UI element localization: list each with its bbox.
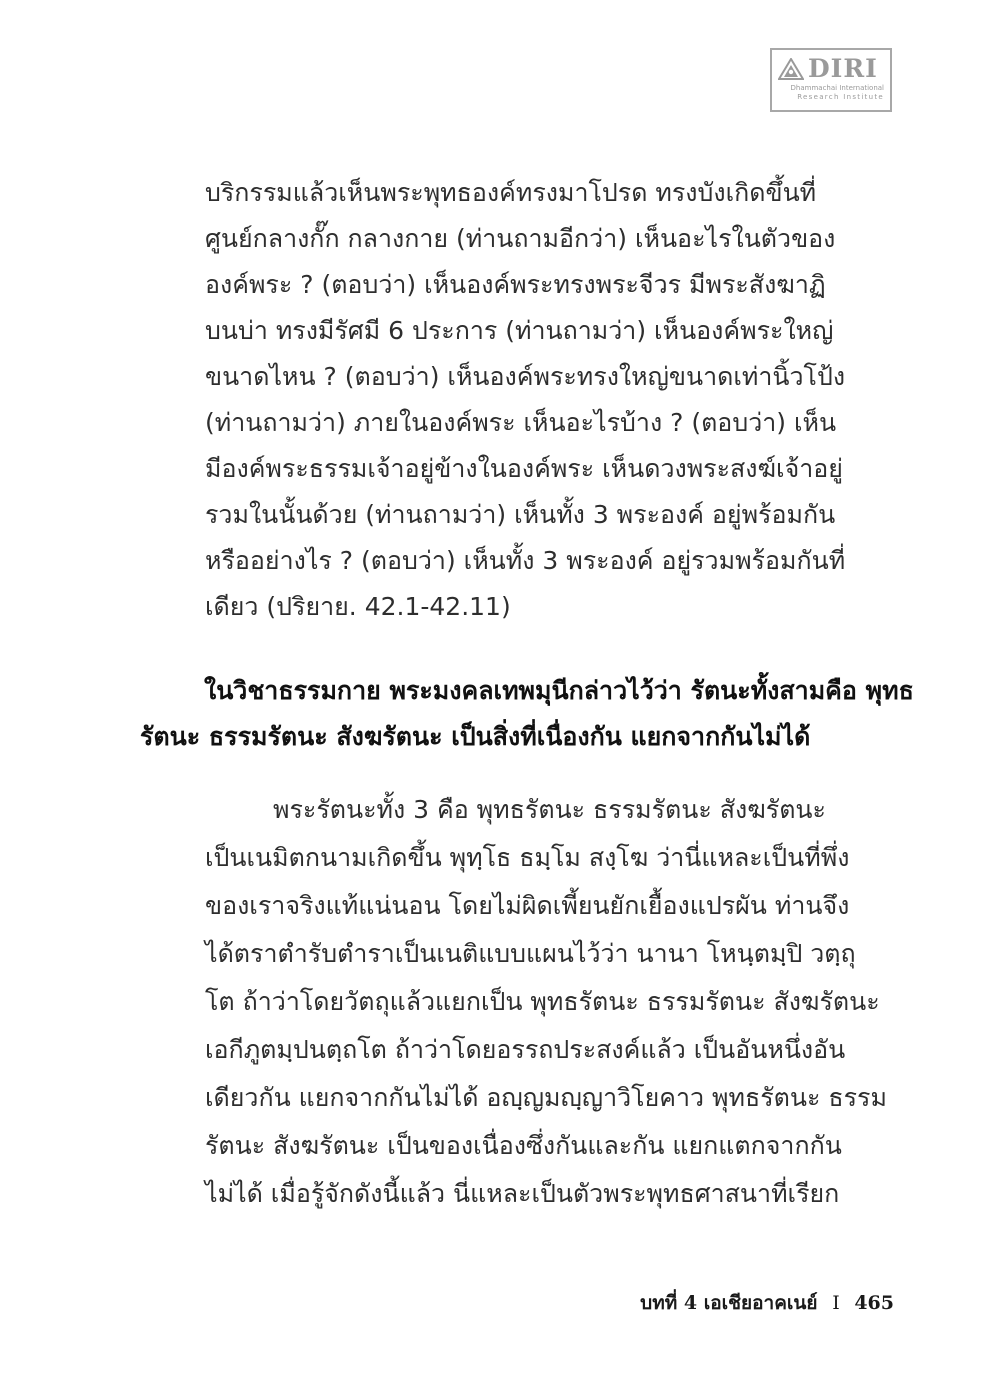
quote-line: (ท่านถามว่า) ภายในองค์พระ เห็นอะไรบ้าง ? (ตอบว่า) เห็น (205, 408, 837, 437)
quote-block (205, 170, 845, 630)
paragraph-line: โต ถ้าว่าโดยวัตถุแล้วแยกเป็น พุทธรัตนะ ธรรมรัตนะ สังฆรัตนะ (205, 987, 880, 1016)
logo-subtitle-line2: Research Institute (797, 93, 884, 101)
quote-line: องค์พระ ? (ตอบว่า) เห็นองค์พระทรงพระจีวร มีพระสังฆาฏิ (205, 270, 826, 299)
diri-logo (770, 48, 892, 112)
page-footer (640, 1288, 894, 1318)
quote-line: มีองค์พระธรรมเจ้าอยู่ข้างในองค์พระ เห็นดวงพระสงฆ์เจ้าอยู่ (205, 454, 843, 483)
page-number: 465 (854, 1292, 894, 1314)
footer-separator: I (832, 1292, 840, 1314)
chapter-title: บทที่ 4 เอเชียอาคเนย์ (640, 1292, 818, 1314)
paragraph-line: เอกีภูตมฺปนตฺถโต ถ้าว่าโดยอรรถประสงค์แล้ว เป็นอันหนึ่งอัน (205, 1035, 846, 1064)
paragraph-line: ของเราจริงแท้แน่นอน โดยไม่ผิดเพี้ยนยักเยื้องแปรผัน ท่านจึง (205, 891, 850, 920)
heading-line: ในวิชาธรรมกาย พระมงคลเทพมุนีกล่าวไว้ว่า รัตนะทั้งสามคือ พุทธ (204, 676, 914, 705)
quote-line: บนบ่า ทรงมีรัศมี 6 ประการ (ท่านถามว่า) เห็นองค์พระใหญ่ (205, 316, 834, 345)
quote-line: รวมในนั้นด้วย (ท่านถามว่า) เห็นทั้ง 3 พระองค์ อยู่พร้อมกัน (205, 500, 836, 529)
quote-line: เดียว (ปริยาย. 42.1-42.11) (205, 592, 511, 621)
paragraph-line: พระรัตนะทั้ง 3 คือ พุทธรัตนะ ธรรมรัตนะ สังฆรัตนะ (273, 795, 826, 824)
paragraph-line: ได้ตราตำรับตำราเป็นเนติแบบแผนไว้ว่า นานา โหนฺตมฺปิ วตฺถุ (205, 939, 856, 968)
quote-line: หรืออย่างไร ? (ตอบว่า) เห็นทั้ง 3 พระองค์ อยู่รวมพร้อมกันที่ (205, 546, 846, 575)
paragraph-line: รัตนะ สังฆรัตนะ เป็นของเนื่องซึ่งกันและกัน แยกแตกจากกัน (205, 1131, 842, 1160)
triangle-emblem-icon (778, 58, 804, 80)
quote-line: ศูนย์กลางกั๊ก กลางกาย (ท่านถามอีกว่า) เห็นอะไรในตัวของ (205, 224, 836, 253)
body-paragraph (205, 786, 887, 1218)
logo-subtitle-line1: Dhammachai International (790, 84, 884, 92)
quote-line: ขนาดไหน ? (ตอบว่า) เห็นองค์พระทรงใหญ่ขนาดเท่านิ้วโป้ง (205, 362, 846, 391)
paragraph-line: เดียวกัน แยกจากกันไม่ได้ อญฺญมญฺญาวิโยคาว พุทธรัตนะ ธรรม (205, 1083, 887, 1112)
logo-wordmark: DIRI (808, 54, 878, 83)
heading-line: รัตนะ ธรรมรัตนะ สังฆรัตนะ เป็นสิ่งที่เนื่องกัน แยกจากกันไม่ได้ (140, 722, 811, 751)
paragraph-line: เป็นเนมิตกนามเกิดขึ้น พุทฺโธ ธมฺโม สงฺโฆ ว่านี่แหละเป็นที่พึ่ง (205, 843, 850, 872)
section-heading (140, 668, 914, 760)
paragraph-line: ไม่ได้ เมื่อรู้จักดังนี้แล้ว นี่แหละเป็นตัวพระพุทธศาสนาที่เรียก (205, 1179, 840, 1208)
quote-line: บริกรรมแล้วเห็นพระพุทธองค์ทรงมาโปรด ทรงบังเกิดขึ้นที่ (205, 178, 817, 207)
